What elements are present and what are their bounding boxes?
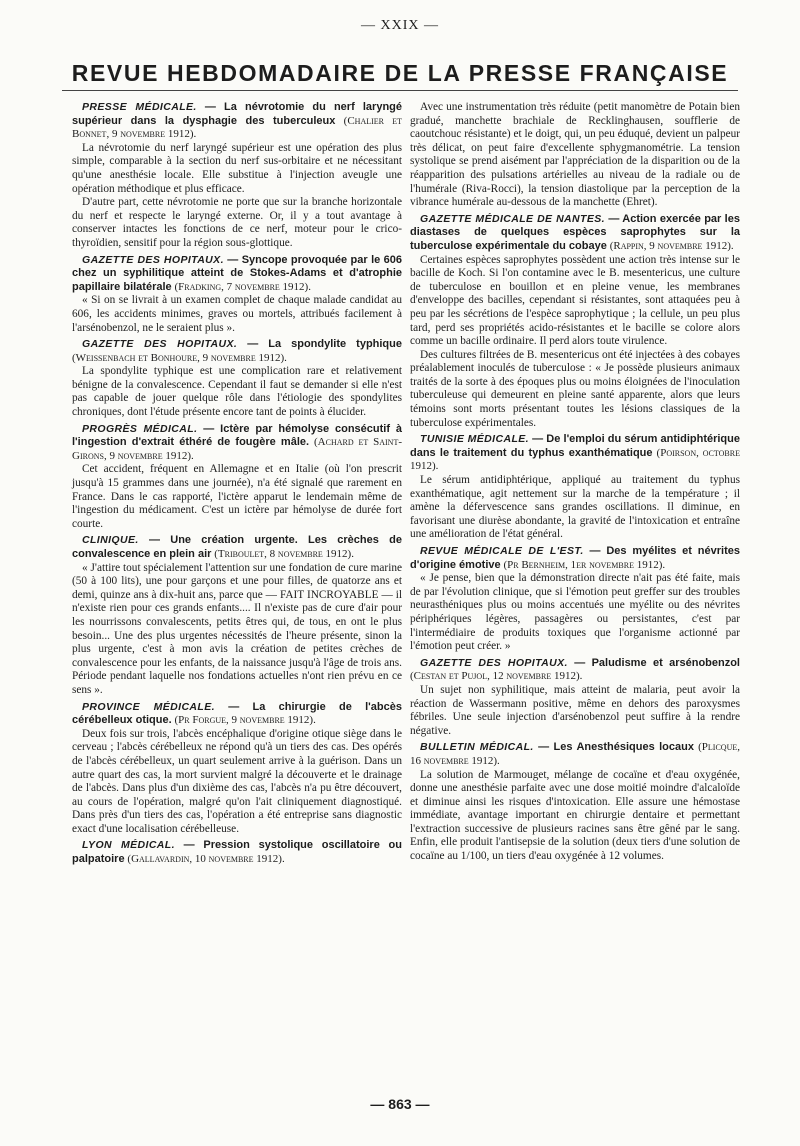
article-paragraph: La névrotomie du nerf laryngé supérieur est une opération des plus simple, comparable à la section du nerf sus-orbitaire et ne nécessitant qu'une anesthésie locale. Elle substitue à l'injection aveugle une opération méthodique et plus efficace. <box>72 141 402 195</box>
article-source: GAZETTE DES HOPITAUX. <box>82 338 238 351</box>
article-reference: (Gallavardin, 10 novembre 1912). <box>127 853 285 866</box>
article-paragraph: Le sérum antidiphtérique, appliqué au traitement du typhus exanthématique, agit nettement sur la marche de la température ; il amène la défervescence sans grandes oscillations. Il diminue, en favorisant une diurèse abondante, la gravité de l'intoxication et entraîne une amélioration de l'état général. <box>410 474 740 541</box>
heading-dash: — <box>237 338 269 351</box>
article-heading <box>72 254 402 295</box>
article-reference: (Rappin, 9 novembre 1912). <box>609 239 734 252</box>
article-heading <box>410 741 740 768</box>
article-reference: (Fradking, 7 novembre 1912). <box>174 280 311 293</box>
article-reference: (Pr Bernheim, 1er novembre 1912). <box>503 558 666 571</box>
article-reference: (Triboulet, 8 novembre 1912). <box>214 548 354 560</box>
article-paragraph: Deux fois sur trois, l'abcès encéphalique d'origine otique siège dans le cerveau ; l'abcès cérébelleux ne répond qu'à un tiers des cas. Des opérés de l'abcès cérébelleux, un quart seulement arrive à la guérison. Dans un autre quart des cas, la mort survient malgré la découverte et le drainage de l'abcès. Dans plus d'un dixième des cas, l'abcès n'a pu être découvert, au cours de l'opération, malgré qu'on l'ait cliniquement diagnostiqué. Dans près d'un tiers des cas, l'opération a été entreprise sans diagnostic exact d'une localisation cérébelleuse. <box>72 727 402 835</box>
article-reference: (Cestan et Pujol, 12 novembre 1912). <box>410 670 583 683</box>
article <box>410 101 740 210</box>
article <box>410 545 740 654</box>
article-title: De l'emploi du sérum antidiphtérique dans le traitement du typhus exanthématique <box>410 433 740 459</box>
article-heading <box>410 545 740 572</box>
heading-dash: — <box>214 700 253 713</box>
heading-dash: — <box>567 656 592 669</box>
article-paragraph: Des cultures filtrées de B. mesentericus ont été injectées à des cobayes préalablement inoculés de tuberculose : « Je possède plusieurs animaux traités de la sorte à des époques plus ou moins éloignées de l'inoculation tuberculeuse qui demeurent en pleine santé apparente, alors que leurs témoins sont morts présentant toutes les lésions classiques de la tuberculose expérimentales. <box>410 348 740 429</box>
article-title: Syncope provoquée par le 606 chez un syphilitique atteint de Stokes-Adams et d'atrophie papillaire bilatérale <box>72 253 402 293</box>
article-heading <box>72 701 402 728</box>
article-heading <box>410 433 740 474</box>
article-title: Des myélites et névrites d'origine émotive <box>410 545 740 571</box>
article-reference: (Chalier et Bonnet, 9 novembre 1912). <box>72 114 403 141</box>
article-source: PRESSE MÉDICALE. <box>82 101 197 113</box>
article-source: CLINIQUE. <box>82 534 139 547</box>
heading-dash: — <box>174 839 204 852</box>
article-title: La chirurgie de l'abcès cérébelleux otique. <box>72 700 402 727</box>
article-source: LYON MÉDICAL. <box>82 839 175 852</box>
heading-dash: — <box>528 433 547 446</box>
heading-dash: — <box>197 422 221 435</box>
article-source: TUNISIE MÉDICALE. <box>420 433 529 446</box>
article-source: GAZETTE DES HOPITAUX. <box>82 253 224 266</box>
article-paragraph: Un sujet non syphilitique, mais atteint de malaria, peut avoir la réaction de Wassermann positive, même en dehors des paroxysmes fébriles. Une seule injection d'arsénobenzol peut suffire à la rendre négative. <box>410 683 740 737</box>
page-roman-numeral: — XXIX — <box>361 18 439 33</box>
article-title: Les Anesthésiques locaux <box>553 741 694 754</box>
heading-dash: — <box>533 741 554 754</box>
article <box>72 534 402 697</box>
article <box>410 657 740 739</box>
article <box>72 423 402 532</box>
heading-dash: — <box>223 253 242 266</box>
article <box>410 741 740 863</box>
article-paragraph: Certaines espèces saprophytes possèdent une action très intense sur le bacille de Koch. Si l'on contamine avec le B. mesentericus, une culture de tuberculose en bouillon et en pleine venue, les membranes d'enveloppe des bacilles, cependant si résistantes, sont attaquées peu à peu par les sécrétions de l'espèce saprophytique ; la cellule, un peu plus tard, perd ses propriétés acido-résistantes et le bacille se colore alors comme un bacille ordinaire. Il perd alors toute virulence. <box>410 253 740 348</box>
article <box>72 254 402 336</box>
right-column <box>410 98 740 864</box>
article-reference: (Weissenbach et Bonhoure, 9 novembre 1912). <box>72 351 287 364</box>
article <box>72 839 402 866</box>
article <box>72 701 402 837</box>
journal-title: REVUE HEBDOMADAIRE DE LA PRESSE FRANÇAISE <box>71 60 729 86</box>
article <box>72 101 402 251</box>
article-paragraph: Avec une instrumentation très réduite (petit manomètre de Potain bien gradué, manchette brachiale de Recklinghausen, soufflerie de caoutchouc résistante) et le doigt, qui, un peu éduqué, devient un palpeur très délicat, on peut faire d'excellente sphygmanométrie. La tension systolique se prend aisément par l'appréciation de la disparition ou de la réapparition des pulsations artérielles au niveau de la radiale ou de l'humérale (Riva-Rocci), la tension diastolique par la perception de la vibrance humérale au-dessous de la manchette (Ehret). <box>410 101 741 209</box>
heading-dash: — <box>138 534 171 547</box>
article-title: La spondylite typhique <box>268 338 402 351</box>
article-heading <box>72 839 402 866</box>
heading-dash: — <box>583 545 607 557</box>
article-title: Pression systolique oscillatoire ou palpatoire <box>72 839 402 866</box>
heading-dash: — <box>604 212 623 225</box>
article-heading <box>410 213 740 254</box>
article-source: REVUE MÉDICALE DE L'EST. <box>420 545 584 557</box>
article-source: PROGRÈS MÉDICAL. <box>82 422 198 435</box>
left-column <box>72 98 402 867</box>
heading-dash: — <box>196 101 225 113</box>
article-title: Une création urgente. Les crèches de convalescence en plein air <box>72 534 402 560</box>
article-paragraph: « J'attire tout spécialement l'attention sur une fondation de cure marine (50 à 100 lits), une pour garçons et une pour filles, de quatorze ans et demi, quinze ans à dix-huit ans, parce que — FAIT INCROYABLE — il n'existe rien pour ces grands enfants.... Il n'existe pas de cure d'air pour les nourrissons convalescents, petits êtres qui, de tous, en ont le plus besoin... Une des plus urgentes nécessités de l'heure présente, sinon la plus urgente, c'est à mon avis la création de petites crèches de convalescence pour les enfants, de la naissance jusqu'à l'âge de trois ans. Période pendant laquelle nos fondations actuelles n'ont rien prévu en ce sens ». <box>72 561 402 696</box>
article-paragraph: Cet accident, fréquent en Allemagne et en Italie (où l'on prescrit jusqu'à 15 grammes dans une journée), n'a été signalé que rarement en France. Dans le cas rapporté, l'ictère apparut le lendemain même de l'ingestion du médicament. C'est un ictère par hémolyse de durée fort courte. <box>72 463 402 530</box>
article-heading <box>72 534 402 561</box>
article-source: GAZETTE DES HOPITAUX. <box>420 656 568 669</box>
article-source: GAZETTE MÉDICALE DE NANTES. <box>420 212 605 225</box>
page-number: — 863 — <box>370 1096 430 1112</box>
article-reference: (Poirson, octobre 1912). <box>410 446 740 473</box>
article-heading <box>72 101 402 142</box>
article-title: Paludisme et arsénobenzol <box>591 656 740 669</box>
article-paragraph: La spondylite typhique est une complication rare et relativement bénigne de la convalescence. Cependant il faut se demander si elle n'est pas capable de jouer quelque rôle dans l'étiologie des spondylites chroniques, dont l'étude présente encore tant de points à élucider. <box>72 365 402 419</box>
article <box>410 213 740 431</box>
article-title: Ictère par hémolyse consécutif à l'ingestion d'extrait éthéré de fougère mâle. <box>72 422 402 449</box>
article-paragraph: « Si on se livrait à un examen complet de chaque malade candidat au 606, les accidents minimes, graves ou mortels, attribués facilement à l'arsénobenzol, ne le seraient plus ». <box>72 294 402 334</box>
article-heading <box>72 338 402 365</box>
heading-space <box>335 115 343 127</box>
article-source: PROVINCE MÉDICALE. <box>82 700 215 713</box>
article-source: BULLETIN MÉDICAL. <box>420 741 534 754</box>
article-heading <box>410 657 740 684</box>
article-heading <box>72 423 402 464</box>
article-reference: (Achard et Saint-Girons, 9 novembre 1912). <box>72 436 402 462</box>
article-reference: (Pr Forgue, 9 novembre 1912). <box>174 714 316 727</box>
title-rule <box>62 90 738 91</box>
article-title: Action exercée par les diastases de quelques espèces saprophytes sur la tuberculose expérimentale du cobaye <box>410 212 740 252</box>
article-paragraph: « Je pense, bien que la démonstration directe n'ait pas été faite, mais de par l'évolution clinique, que si l'émotion peut greffer sur des troubles neurasthéniques plus ou moins accentués une myélite ou des névrites périphériques légères, passagères ou persistantes, c'est par l'intermédiaire de produits toxiques que l'organisme actionné par l'émotion peut créer. » <box>410 572 740 653</box>
article-reference: (Plicque, 16 novembre 1912). <box>410 741 740 767</box>
article-title: La névrotomie du nerf laryngé supérieur dans la dysphagie des tuberculeux <box>72 101 403 127</box>
article <box>410 433 740 542</box>
article <box>72 338 402 420</box>
article-paragraph: La solution de Marmouget, mélange de cocaïne et d'eau oxygénée, donne une anesthésie parfaite avec une dose moitié moindre d'alcaloïde et diminue ainsi les risques d'intoxication. Elle assure une hémostase immédiate, avantage important en chirurgie dentaire et permettant l'extraction successive de plusieurs racines sans être gêné par le sang. Enfin, elle produit l'antisepsie de la solution (deux tiers d'une solution de cocaïne au 1/100, un tiers d'eau oxygénée à 12 volumes. <box>410 768 740 863</box>
article-paragraph: D'autre part, cette névrotomie ne porte que sur la branche horizontale du nerf et respecte le laryngé externe. Or, il y a tout avantage à conserver intactes les fonctions de ce nerf, moteur pour le crico-thyroïdien, sensitif pour la région sous-glottique. <box>72 196 402 249</box>
